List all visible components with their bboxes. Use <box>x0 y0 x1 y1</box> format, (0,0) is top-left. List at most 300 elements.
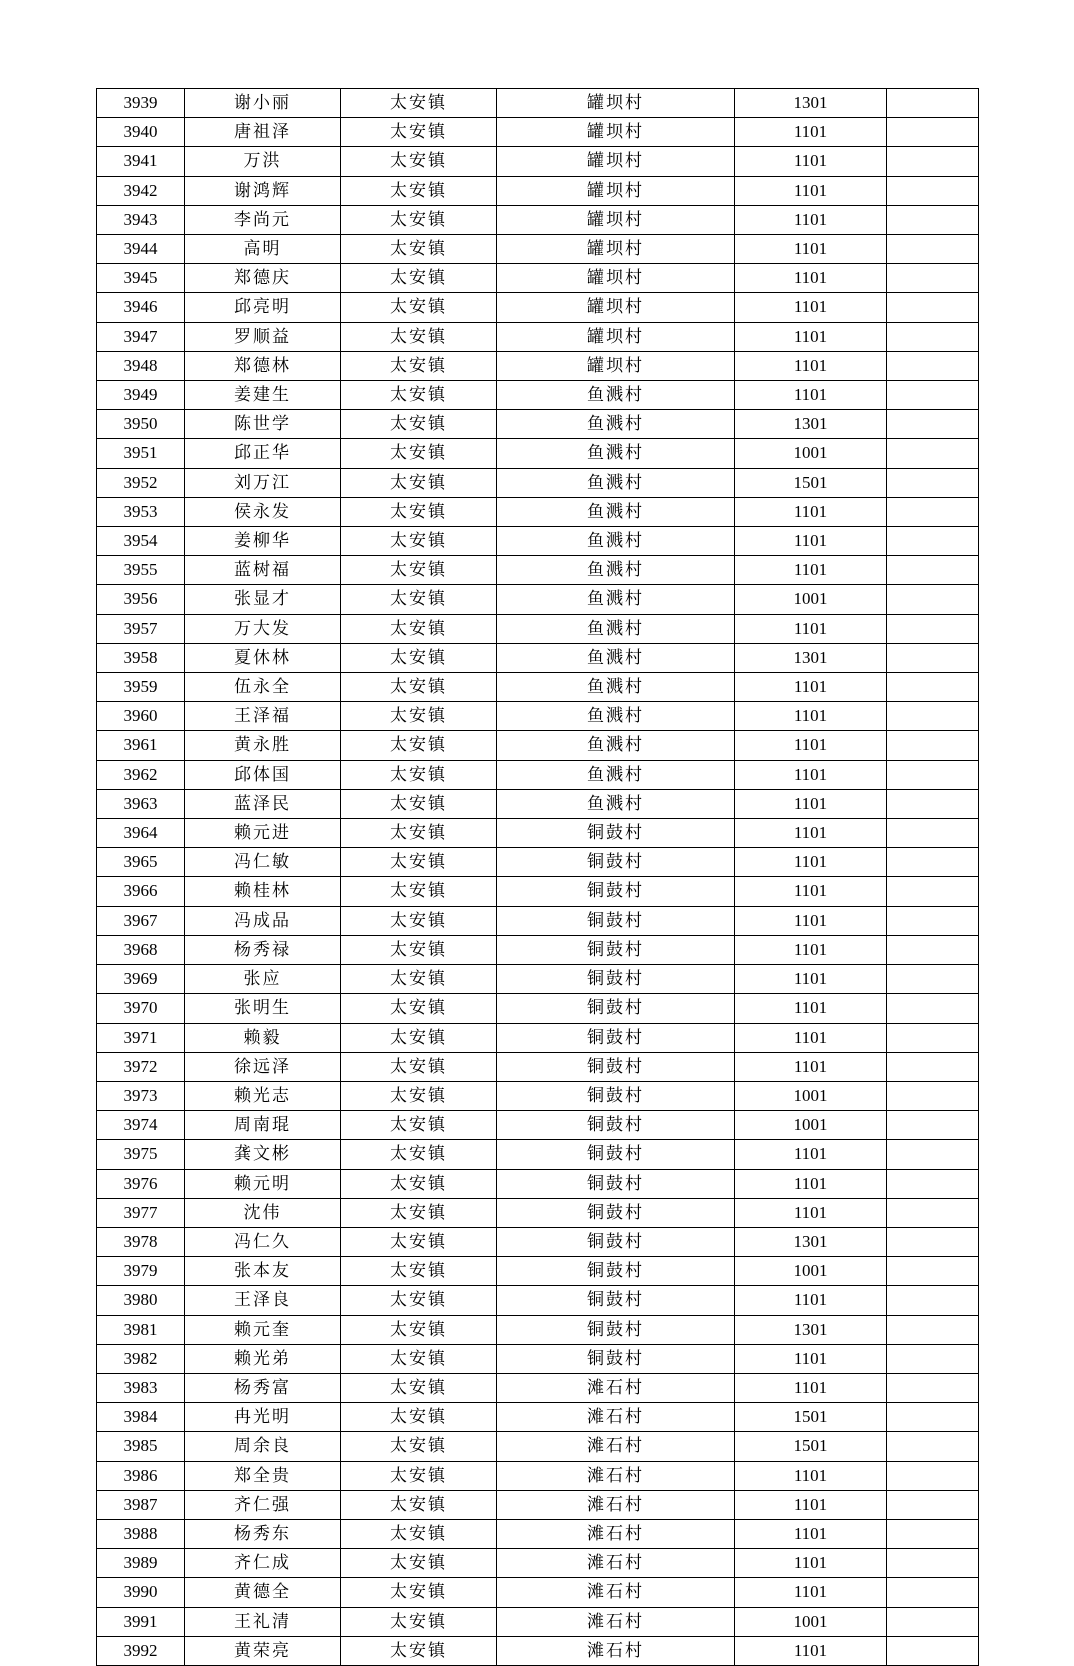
cell-town: 太安镇 <box>341 731 497 760</box>
cell-sequence: 3980 <box>97 1286 185 1315</box>
cell-code: 1101 <box>735 556 887 585</box>
cell-village: 罐坝村 <box>497 293 735 322</box>
cell-town: 太安镇 <box>341 935 497 964</box>
table-row <box>97 935 979 964</box>
cell-village: 铜鼓村 <box>497 819 735 848</box>
cell-sequence: 3988 <box>97 1519 185 1548</box>
cell-name: 杨秀东 <box>185 1519 341 1548</box>
cell-town: 太安镇 <box>341 760 497 789</box>
cell-sequence: 3978 <box>97 1227 185 1256</box>
cell-town: 太安镇 <box>341 789 497 818</box>
cell-village: 鱼溅村 <box>497 497 735 526</box>
cell-code: 1101 <box>735 381 887 410</box>
cell-town: 太安镇 <box>341 1198 497 1227</box>
cell-sequence: 3942 <box>97 176 185 205</box>
cell-village: 罐坝村 <box>497 322 735 351</box>
cell-village: 滩石村 <box>497 1636 735 1665</box>
cell-name: 谢小丽 <box>185 89 341 118</box>
cell-name: 张应 <box>185 965 341 994</box>
cell-village: 罐坝村 <box>497 118 735 147</box>
cell-village: 罐坝村 <box>497 235 735 264</box>
cell-name: 赖光志 <box>185 1081 341 1110</box>
table-row <box>97 1023 979 1052</box>
cell-sequence: 3982 <box>97 1344 185 1373</box>
cell-sequence: 3985 <box>97 1432 185 1461</box>
cell-name: 唐祖泽 <box>185 118 341 147</box>
cell-code: 1101 <box>735 293 887 322</box>
table-row <box>97 264 979 293</box>
cell-town: 太安镇 <box>341 205 497 234</box>
cell-village: 鱼溅村 <box>497 614 735 643</box>
cell-sequence: 3977 <box>97 1198 185 1227</box>
cell-town: 太安镇 <box>341 1344 497 1373</box>
cell-town: 太安镇 <box>341 1169 497 1198</box>
table-row <box>97 1578 979 1607</box>
cell-blank <box>887 1111 979 1140</box>
cell-blank <box>887 176 979 205</box>
roster-table-body <box>97 89 979 1666</box>
cell-blank <box>887 877 979 906</box>
cell-blank <box>887 118 979 147</box>
cell-name: 伍永全 <box>185 673 341 702</box>
cell-sequence: 3987 <box>97 1490 185 1519</box>
table-row <box>97 965 979 994</box>
cell-code: 1101 <box>735 994 887 1023</box>
table-row <box>97 351 979 380</box>
cell-blank <box>887 760 979 789</box>
cell-name: 张本友 <box>185 1257 341 1286</box>
cell-town: 太安镇 <box>341 556 497 585</box>
cell-sequence: 3961 <box>97 731 185 760</box>
cell-village: 铜鼓村 <box>497 1023 735 1052</box>
cell-code: 1501 <box>735 468 887 497</box>
cell-sequence: 3958 <box>97 643 185 672</box>
cell-town: 太安镇 <box>341 643 497 672</box>
cell-code: 1101 <box>735 1519 887 1548</box>
cell-sequence: 3944 <box>97 235 185 264</box>
cell-name: 邱体国 <box>185 760 341 789</box>
cell-town: 太安镇 <box>341 1140 497 1169</box>
table-row <box>97 527 979 556</box>
cell-town: 太安镇 <box>341 293 497 322</box>
cell-blank <box>887 468 979 497</box>
cell-blank <box>887 497 979 526</box>
cell-village: 铜鼓村 <box>497 1315 735 1344</box>
cell-sequence: 3947 <box>97 322 185 351</box>
cell-name: 周南琨 <box>185 1111 341 1140</box>
cell-name: 沈伟 <box>185 1198 341 1227</box>
cell-code: 1101 <box>735 1140 887 1169</box>
cell-sequence: 3967 <box>97 906 185 935</box>
cell-name: 刘万江 <box>185 468 341 497</box>
table-row <box>97 994 979 1023</box>
table-row <box>97 614 979 643</box>
table-row <box>97 1519 979 1548</box>
cell-sequence: 3962 <box>97 760 185 789</box>
cell-code: 1101 <box>735 1549 887 1578</box>
cell-sequence: 3940 <box>97 118 185 147</box>
cell-code: 1101 <box>735 760 887 789</box>
cell-name: 夏休林 <box>185 643 341 672</box>
table-row <box>97 877 979 906</box>
cell-town: 太安镇 <box>341 614 497 643</box>
cell-code: 1501 <box>735 1403 887 1432</box>
cell-blank <box>887 1023 979 1052</box>
cell-village: 铜鼓村 <box>497 935 735 964</box>
cell-village: 铜鼓村 <box>497 1286 735 1315</box>
cell-sequence: 3956 <box>97 585 185 614</box>
cell-village: 滩石村 <box>497 1403 735 1432</box>
cell-village: 铜鼓村 <box>497 1140 735 1169</box>
cell-blank <box>887 1432 979 1461</box>
cell-name: 王泽福 <box>185 702 341 731</box>
cell-code: 1301 <box>735 1227 887 1256</box>
cell-name: 罗顺益 <box>185 322 341 351</box>
table-row <box>97 1111 979 1140</box>
cell-code: 1101 <box>735 906 887 935</box>
cell-village: 罐坝村 <box>497 89 735 118</box>
cell-village: 滩石村 <box>497 1607 735 1636</box>
cell-code: 1101 <box>735 1169 887 1198</box>
cell-name: 周余良 <box>185 1432 341 1461</box>
cell-village: 铜鼓村 <box>497 877 735 906</box>
cell-blank <box>887 614 979 643</box>
cell-name: 郑德庆 <box>185 264 341 293</box>
table-row <box>97 1344 979 1373</box>
cell-name: 赖毅 <box>185 1023 341 1052</box>
cell-name: 姜建生 <box>185 381 341 410</box>
cell-blank <box>887 1052 979 1081</box>
cell-code: 1101 <box>735 789 887 818</box>
cell-blank <box>887 1081 979 1110</box>
table-row <box>97 643 979 672</box>
cell-village: 铜鼓村 <box>497 965 735 994</box>
table-row <box>97 819 979 848</box>
cell-town: 太安镇 <box>341 877 497 906</box>
cell-code: 1301 <box>735 89 887 118</box>
cell-sequence: 3957 <box>97 614 185 643</box>
cell-town: 太安镇 <box>341 381 497 410</box>
cell-town: 太安镇 <box>341 848 497 877</box>
cell-code: 1101 <box>735 1286 887 1315</box>
cell-blank <box>887 702 979 731</box>
cell-name: 邱亮明 <box>185 293 341 322</box>
cell-blank <box>887 1519 979 1548</box>
cell-code: 1101 <box>735 147 887 176</box>
cell-sequence: 3981 <box>97 1315 185 1344</box>
cell-sequence: 3964 <box>97 819 185 848</box>
cell-village: 鱼溅村 <box>497 673 735 702</box>
cell-code: 1101 <box>735 702 887 731</box>
cell-village: 鱼溅村 <box>497 789 735 818</box>
cell-town: 太安镇 <box>341 673 497 702</box>
cell-village: 铜鼓村 <box>497 1344 735 1373</box>
cell-village: 鱼溅村 <box>497 439 735 468</box>
cell-village: 鱼溅村 <box>497 381 735 410</box>
cell-sequence: 3951 <box>97 439 185 468</box>
cell-town: 太安镇 <box>341 89 497 118</box>
cell-sequence: 3983 <box>97 1373 185 1402</box>
cell-code: 1001 <box>735 585 887 614</box>
cell-sequence: 3948 <box>97 351 185 380</box>
cell-blank <box>887 147 979 176</box>
cell-village: 滩石村 <box>497 1549 735 1578</box>
cell-village: 铜鼓村 <box>497 906 735 935</box>
cell-blank <box>887 293 979 322</box>
cell-village: 罐坝村 <box>497 147 735 176</box>
cell-code: 1101 <box>735 1373 887 1402</box>
cell-town: 太安镇 <box>341 176 497 205</box>
cell-town: 太安镇 <box>341 1111 497 1140</box>
cell-blank <box>887 1257 979 1286</box>
table-row <box>97 235 979 264</box>
cell-name: 杨秀富 <box>185 1373 341 1402</box>
cell-code: 1301 <box>735 410 887 439</box>
cell-code: 1101 <box>735 1461 887 1490</box>
cell-sequence: 3954 <box>97 527 185 556</box>
cell-blank <box>887 322 979 351</box>
cell-name: 赖桂林 <box>185 877 341 906</box>
table-row <box>97 1549 979 1578</box>
table-row <box>97 1286 979 1315</box>
cell-village: 滩石村 <box>497 1432 735 1461</box>
cell-blank <box>887 556 979 585</box>
table-row <box>97 1373 979 1402</box>
cell-blank <box>887 1344 979 1373</box>
cell-blank <box>887 819 979 848</box>
cell-name: 黄德全 <box>185 1578 341 1607</box>
table-row <box>97 673 979 702</box>
cell-code: 1001 <box>735 1081 887 1110</box>
cell-blank <box>887 527 979 556</box>
cell-village: 罐坝村 <box>497 205 735 234</box>
table-row <box>97 176 979 205</box>
cell-town: 太安镇 <box>341 1461 497 1490</box>
cell-village: 罐坝村 <box>497 264 735 293</box>
cell-town: 太安镇 <box>341 1432 497 1461</box>
cell-blank <box>887 1315 979 1344</box>
table-row <box>97 1315 979 1344</box>
table-row <box>97 381 979 410</box>
cell-town: 太安镇 <box>341 819 497 848</box>
cell-code: 1101 <box>735 1578 887 1607</box>
cell-code: 1101 <box>735 1636 887 1665</box>
cell-sequence: 3971 <box>97 1023 185 1052</box>
cell-blank <box>887 585 979 614</box>
cell-sequence: 3968 <box>97 935 185 964</box>
cell-code: 1101 <box>735 935 887 964</box>
cell-sequence: 3945 <box>97 264 185 293</box>
cell-name: 陈世学 <box>185 410 341 439</box>
cell-name: 王泽良 <box>185 1286 341 1315</box>
cell-town: 太安镇 <box>341 351 497 380</box>
cell-sequence: 3979 <box>97 1257 185 1286</box>
cell-name: 张显才 <box>185 585 341 614</box>
cell-code: 1101 <box>735 497 887 526</box>
cell-village: 滩石村 <box>497 1461 735 1490</box>
cell-village: 铜鼓村 <box>497 1198 735 1227</box>
cell-name: 赖元进 <box>185 819 341 848</box>
cell-town: 太安镇 <box>341 1257 497 1286</box>
table-row <box>97 497 979 526</box>
cell-village: 鱼溅村 <box>497 643 735 672</box>
table-row <box>97 118 979 147</box>
cell-village: 罐坝村 <box>497 176 735 205</box>
cell-blank <box>887 205 979 234</box>
cell-name: 杨秀禄 <box>185 935 341 964</box>
table-row <box>97 1081 979 1110</box>
cell-blank <box>887 906 979 935</box>
cell-village: 罐坝村 <box>497 351 735 380</box>
cell-code: 1001 <box>735 439 887 468</box>
cell-blank <box>887 1607 979 1636</box>
cell-sequence: 3970 <box>97 994 185 1023</box>
cell-name: 蓝泽民 <box>185 789 341 818</box>
cell-town: 太安镇 <box>341 118 497 147</box>
cell-blank <box>887 1227 979 1256</box>
cell-town: 太安镇 <box>341 1081 497 1110</box>
table-row <box>97 410 979 439</box>
cell-code: 1001 <box>735 1257 887 1286</box>
table-row <box>97 789 979 818</box>
table-row <box>97 585 979 614</box>
cell-village: 铜鼓村 <box>497 1257 735 1286</box>
cell-code: 1101 <box>735 1052 887 1081</box>
cell-town: 太安镇 <box>341 1636 497 1665</box>
cell-sequence: 3972 <box>97 1052 185 1081</box>
cell-town: 太安镇 <box>341 1315 497 1344</box>
cell-blank <box>887 1549 979 1578</box>
cell-name: 谢鸿辉 <box>185 176 341 205</box>
cell-name: 冯成品 <box>185 906 341 935</box>
cell-sequence: 3992 <box>97 1636 185 1665</box>
cell-town: 太安镇 <box>341 1403 497 1432</box>
cell-code: 1101 <box>735 614 887 643</box>
cell-name: 赖光弟 <box>185 1344 341 1373</box>
cell-village: 鱼溅村 <box>497 556 735 585</box>
cell-code: 1101 <box>735 118 887 147</box>
cell-blank <box>887 1140 979 1169</box>
table-row <box>97 322 979 351</box>
cell-village: 滩石村 <box>497 1578 735 1607</box>
cell-code: 1101 <box>735 1198 887 1227</box>
cell-blank <box>887 731 979 760</box>
cell-name: 齐仁成 <box>185 1549 341 1578</box>
cell-town: 太安镇 <box>341 1549 497 1578</box>
table-row <box>97 1607 979 1636</box>
cell-name: 赖元明 <box>185 1169 341 1198</box>
cell-village: 铜鼓村 <box>497 1111 735 1140</box>
cell-code: 1101 <box>735 205 887 234</box>
cell-town: 太安镇 <box>341 468 497 497</box>
cell-name: 徐远泽 <box>185 1052 341 1081</box>
cell-sequence: 3950 <box>97 410 185 439</box>
cell-town: 太安镇 <box>341 497 497 526</box>
cell-village: 铜鼓村 <box>497 994 735 1023</box>
table-row <box>97 760 979 789</box>
cell-town: 太安镇 <box>341 965 497 994</box>
cell-blank <box>887 965 979 994</box>
cell-name: 冯仁敏 <box>185 848 341 877</box>
cell-blank <box>887 1636 979 1665</box>
cell-code: 1101 <box>735 322 887 351</box>
cell-code: 1301 <box>735 1315 887 1344</box>
table-row <box>97 1490 979 1519</box>
cell-code: 1101 <box>735 1023 887 1052</box>
cell-name: 冉光明 <box>185 1403 341 1432</box>
cell-sequence: 3973 <box>97 1081 185 1110</box>
table-row <box>97 1227 979 1256</box>
cell-sequence: 3965 <box>97 848 185 877</box>
cell-sequence: 3963 <box>97 789 185 818</box>
table-row <box>97 205 979 234</box>
roster-table <box>96 88 979 1666</box>
cell-blank <box>887 381 979 410</box>
cell-name: 侯永发 <box>185 497 341 526</box>
cell-village: 鱼溅村 <box>497 410 735 439</box>
cell-sequence: 3939 <box>97 89 185 118</box>
cell-town: 太安镇 <box>341 1052 497 1081</box>
table-row <box>97 1432 979 1461</box>
table-row <box>97 556 979 585</box>
cell-code: 1101 <box>735 731 887 760</box>
cell-town: 太安镇 <box>341 1373 497 1402</box>
cell-name: 黄永胜 <box>185 731 341 760</box>
cell-sequence: 3941 <box>97 147 185 176</box>
cell-sequence: 3952 <box>97 468 185 497</box>
cell-sequence: 3990 <box>97 1578 185 1607</box>
cell-town: 太安镇 <box>341 994 497 1023</box>
cell-village: 滩石村 <box>497 1519 735 1548</box>
cell-village: 滩石村 <box>497 1373 735 1402</box>
cell-town: 太安镇 <box>341 1519 497 1548</box>
cell-code: 1301 <box>735 643 887 672</box>
table-row <box>97 1140 979 1169</box>
cell-town: 太安镇 <box>341 264 497 293</box>
cell-town: 太安镇 <box>341 1023 497 1052</box>
table-row <box>97 468 979 497</box>
cell-sequence: 3989 <box>97 1549 185 1578</box>
cell-sequence: 3984 <box>97 1403 185 1432</box>
cell-code: 1101 <box>735 176 887 205</box>
cell-village: 铜鼓村 <box>497 1081 735 1110</box>
table-row <box>97 906 979 935</box>
cell-name: 李尚元 <box>185 205 341 234</box>
cell-village: 铜鼓村 <box>497 1227 735 1256</box>
cell-village: 铜鼓村 <box>497 848 735 877</box>
cell-code: 1101 <box>735 848 887 877</box>
cell-blank <box>887 643 979 672</box>
cell-name: 万洪 <box>185 147 341 176</box>
table-row <box>97 1636 979 1665</box>
table-row <box>97 1403 979 1432</box>
cell-blank <box>887 1461 979 1490</box>
cell-town: 太安镇 <box>341 322 497 351</box>
cell-code: 1101 <box>735 965 887 994</box>
cell-sequence: 3986 <box>97 1461 185 1490</box>
cell-village: 滩石村 <box>497 1490 735 1519</box>
cell-village: 鱼溅村 <box>497 760 735 789</box>
cell-village: 鱼溅村 <box>497 585 735 614</box>
cell-town: 太安镇 <box>341 147 497 176</box>
cell-blank <box>887 439 979 468</box>
cell-blank <box>887 89 979 118</box>
table-row <box>97 1052 979 1081</box>
table-row <box>97 147 979 176</box>
cell-blank <box>887 1578 979 1607</box>
cell-town: 太安镇 <box>341 1490 497 1519</box>
cell-village: 鱼溅村 <box>497 527 735 556</box>
